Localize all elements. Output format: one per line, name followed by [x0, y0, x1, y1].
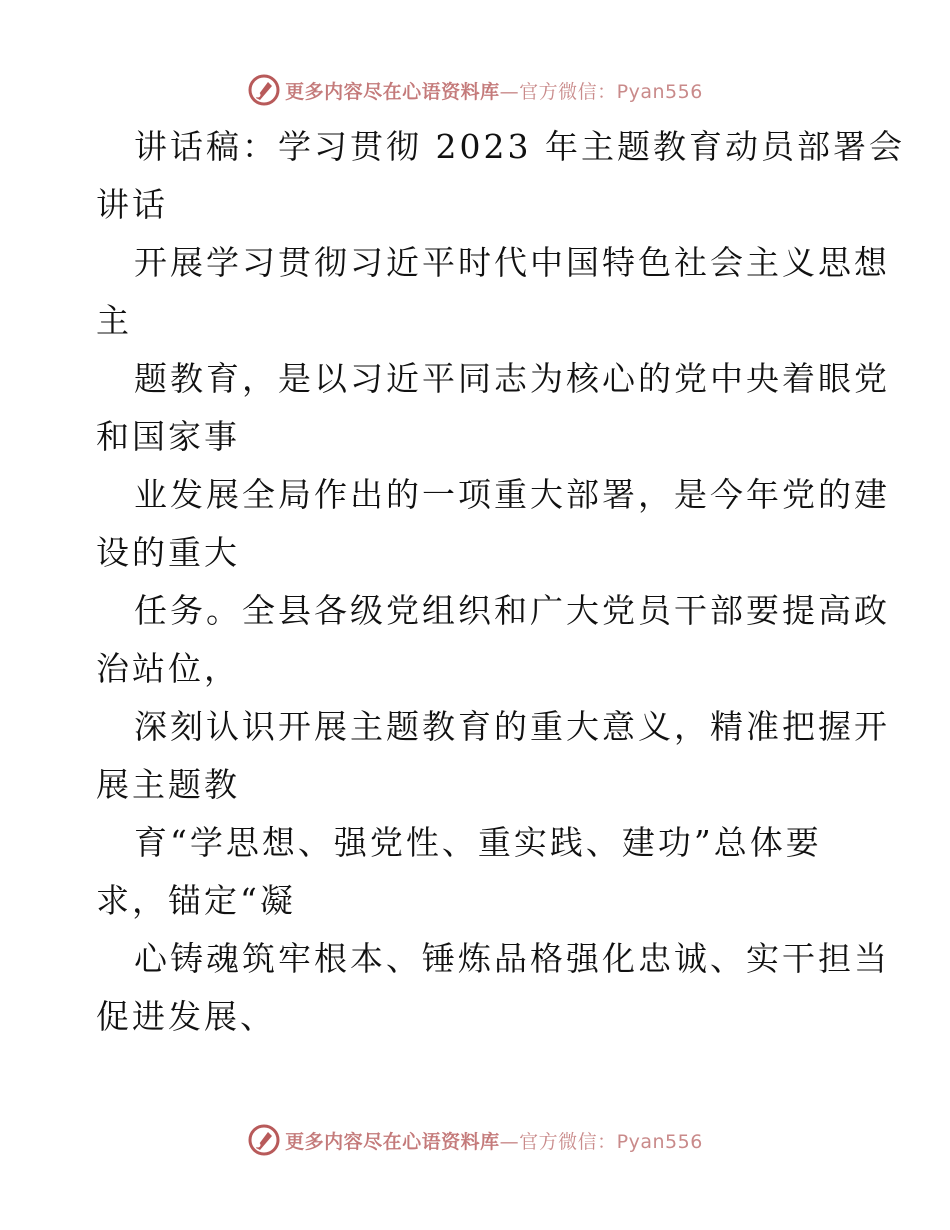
banner-brand: 更多内容尽在心语资料库 [285, 80, 500, 103]
document-line: 促进发展、 [96, 997, 276, 1036]
document-line: 讲话稿：学习贯彻 2023 年主题教育动员部署会 [134, 127, 905, 166]
pen-logo-icon [247, 1123, 281, 1157]
document-line: 开展学习贯彻习近平时代中国特色社会主义思想 [134, 243, 890, 282]
document-line: 育“学思想、强党性、重实践、建功”总体要 [134, 823, 822, 862]
document-line: 题教育，是以习近平同志为核心的党中央着眼党 [134, 359, 890, 398]
document-body [96, 118, 905, 1046]
banner-text [285, 1127, 703, 1154]
banner-text [285, 77, 703, 104]
document-line: 求，锚定“凝 [96, 881, 296, 920]
footer-watermark-banner [0, 1120, 950, 1160]
document-line: 主 [96, 301, 132, 340]
document-line: 心铸魂筑牢根本、锤炼品格强化忠诚、实干担当 [134, 939, 890, 978]
document-line: 治站位， [96, 649, 240, 688]
document-line: 设的重大 [96, 533, 240, 572]
banner-separator: — [499, 80, 520, 103]
document-line: 任务。全县各级党组织和广大党员干部要提高政 [134, 591, 890, 630]
document-line: 和国家事 [96, 417, 240, 456]
document-line: 业发展全局作出的一项重大部署，是今年党的建 [134, 475, 890, 514]
document-line: 深刻认识开展主题教育的重大意义，精准把握开 [134, 707, 890, 746]
banner-wechat: 官方微信：Pyan556 [519, 80, 703, 103]
document-line: 讲话 [96, 185, 168, 224]
banner-separator: — [499, 1130, 520, 1153]
header-watermark-banner [0, 70, 950, 110]
pen-logo-icon [247, 73, 281, 107]
banner-wechat: 官方微信：Pyan556 [519, 1130, 703, 1153]
banner-brand: 更多内容尽在心语资料库 [285, 1130, 500, 1153]
document-line: 展主题教 [96, 765, 240, 804]
